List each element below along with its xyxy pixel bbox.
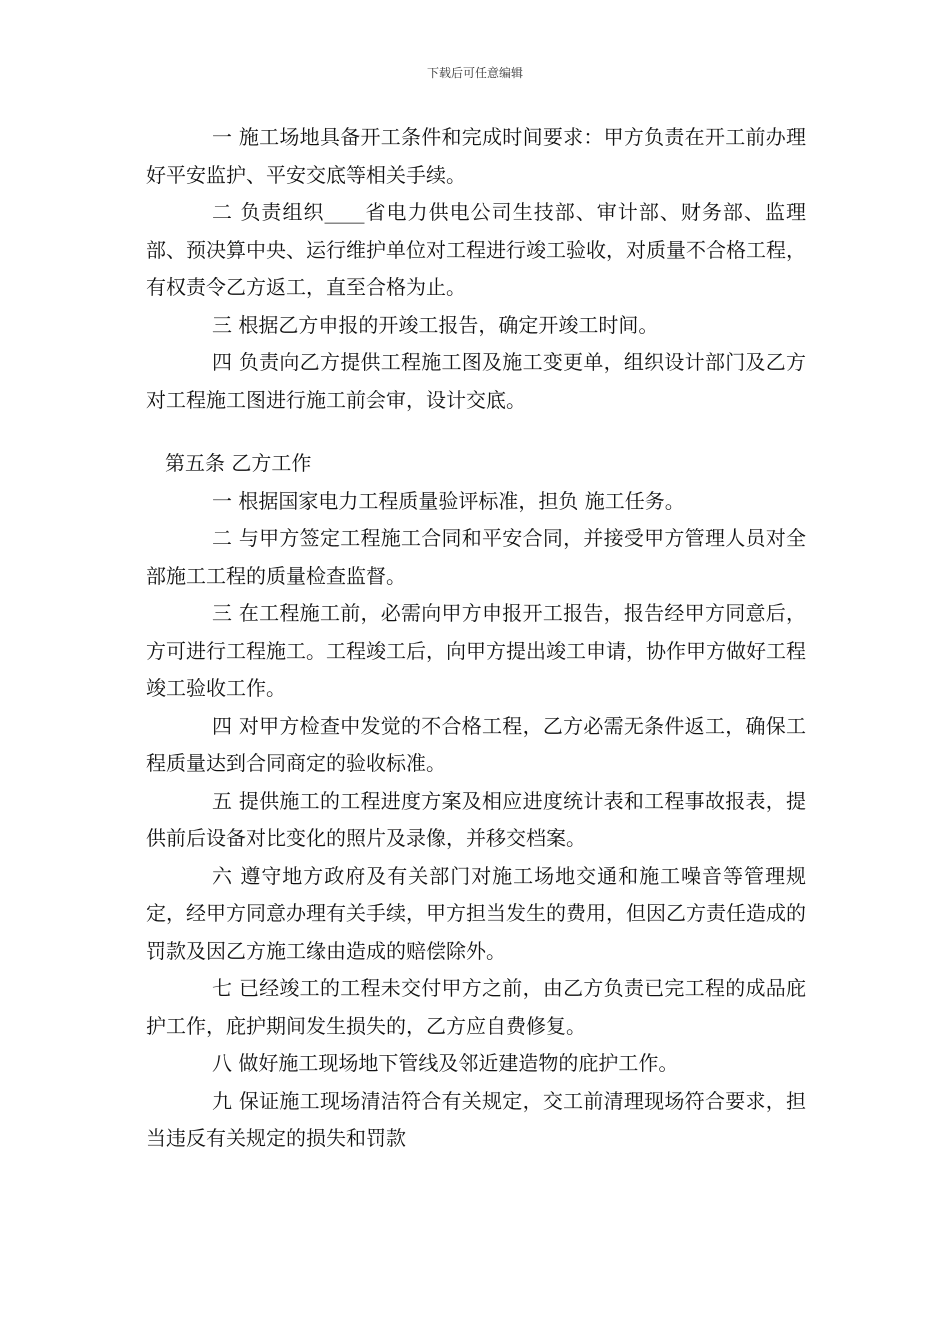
party-b-item-2: 二 与甲方签定工程施工合同和平安合同，并接受甲方管理人员对全部施工工程的质量检查监督。 [146, 526, 806, 588]
document-body [146, 119, 806, 1158]
party-a-item-1: 一 施工场地具备开工条件和完成时间要求：甲方负责在开工前办理好平安监护、平安交底等相关手续。 [146, 125, 806, 187]
party-b-item-9: 九 保证施工现场清洁符合有关规定，交工前清理现场符合要求，担当违反有关规定的损失和罚款 [146, 1088, 806, 1150]
page-header: 下载后可任意编辑 [426, 66, 523, 80]
party-b-item-4: 四 对甲方检查中发觉的不合格工程，乙方必需无条件返工，确保工程质量达到合同商定的验收标准。 [146, 713, 806, 775]
party-b-item-1: 一 根据国家电力工程质量验评标准，担负 施工任务。 [212, 488, 685, 513]
section-5-title: 第五条 乙方工作 [165, 451, 312, 475]
party-a-item-4: 四 负责向乙方提供工程施工图及施工变更单，组织设计部门及乙方对工程施工图进行施工前会审，设计交底。 [146, 350, 806, 412]
party-a-item-3: 三 根据乙方申报的开竣工报告，确定开竣工时间。 [212, 312, 659, 337]
party-a-item-2: 二 负责组织____省电力供电公司生技部、审计部、财务部、监理部、预决算中央、运行维护单位对工程进行竣工验收，对质量不合格工程，有权责令乙方返工，直至合格为止。 [146, 200, 806, 299]
party-b-item-5: 五 提供施工的工程进度方案及相应进度统计表和工程事故报表，提供前后设备对比变化的照片及录像，并移交档案。 [146, 788, 806, 850]
party-b-item-8: 八 做好施工现场地下管线及邻近建造物的庇护工作。 [212, 1051, 679, 1075]
party-b-item-7: 七 已经竣工的工程未交付甲方之前，由乙方负责已完工程的成品庇护工作，庇护期间发生损失的，乙方应自费修复。 [146, 976, 806, 1038]
party-b-item-3: 三 在工程施工前，必需向甲方申报开工报告，报告经甲方同意后，方可进行工程施工。工程竣工后，向甲方提出竣工申请，协作甲方做好工程竣工验收工作。 [146, 601, 806, 700]
party-b-item-6: 六 遵守地方政府及有关部门对施工场地交通和施工噪音等管理规定，经甲方同意办理有关手续，甲方担当发生的费用，但因乙方责任造成的罚款及因乙方施工缘由造成的赔偿除外。 [146, 863, 806, 963]
